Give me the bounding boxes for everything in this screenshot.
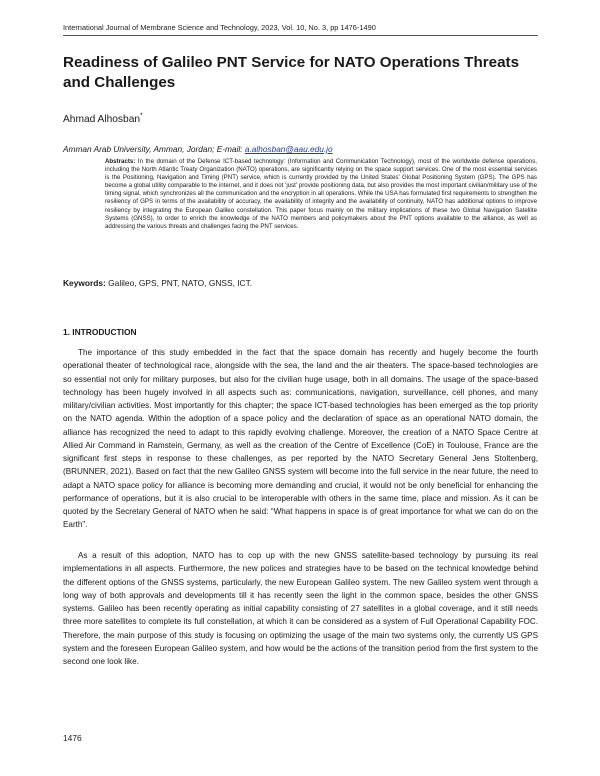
corresponding-author-mark: *	[140, 112, 143, 120]
body-paragraph: The importance of this study embedded in the fact that the space domain has recently and hugely become the fourth operational theater of technological race, alongside with the sea, the land and the air theaters. The space-based technologies are so essential not only for military purposes, but also for the civilian huge usage, both in all domains. The usage of the space-based technology has been hugely involved in all aspects such as: communications, navigation, surveillance, cell phones, and many military/civilian activities. Most importantly for this chapter; the space ICT-based technologies has been emerged as the top priority on the NATO agenda. Within the adoption of a space policy and the declaration of space as an operational NATO domain, the alliance has recognized the need to adapt to this rapidly evolving challenge. Moreover, the creation of a NATO Space Centre at Allied Air Command in Ramstein, Germany, as well as the creation of the Centre of Excellence (CoE) in Toulouse, France are the significant first steps in response to these challenges, as per reported by the NATO Secretary General Jens Stoltenberg, (BRUNNER, 2021). Based on fact that the new Galileo GNSS system will become into the full service in the near future, the need to adapt a NATO space policy for alliance is becoming more demanding and crucial, it would not be only beneficial for enhancing the performance of operations, but it is also crucial to be interoperable with others in the same time, place and mission. As it can be quoted by the Secretary General of NATO when he said: “What happens in space is of great importance for what we can do on the Earth”.	[63, 348, 538, 530]
author-affiliation	[63, 144, 333, 155]
page-number: 1476	[63, 733, 82, 743]
header-divider	[63, 35, 538, 36]
author-line	[63, 113, 143, 126]
author-name: Ahmad Alhosban	[63, 114, 141, 125]
keywords-label: Keywords:	[63, 278, 106, 288]
affiliation-text: Amman Arab University, Amman, Jordan; E-mail:	[63, 144, 245, 154]
keywords-text: Galileo, GPS, PNT, NATO, GNSS, ICT.	[108, 278, 253, 288]
article-title: Readiness of Galileo PNT Service for NATO Operations Threats and Challenges	[63, 54, 520, 91]
abstract-label: Abstracts:	[105, 158, 136, 165]
body-paragraph: As a result of this adoption, NATO has to cop up with the new GNSS satellite-based technology by pursuing its real implementations in all aspects. Furthermore, the new polices and strategies have to be based on the technical knowledge behind the different options of the GNSS systems, particularly, the new European Galileo system. The new Galileo system went through a long way of both approvals and developments till it has recently seen the light in the common space, besides the other GNSS systems. Galileo has been recently operating as initial capability consisting of 27 satellites in a global coverage, and it still needs three more satellites to complete its full constellation, at which it can be considered as a system of Full Operational Capability FOC. Therefore, the main purpose of this study is focusing on optimizing the usage of the main two systems only, the currently US GPS system and the foreseen European Galileo system, and how would be the actions of the transition period from the first system to the second one look like.	[63, 551, 538, 666]
journal-citation-header: International Journal of Membrane Science and Technology, 2023, Vol. 10, No. 3, pp 1476-1490	[63, 23, 376, 32]
keywords-line	[63, 278, 252, 289]
abstract-block	[105, 158, 537, 231]
author-email-link[interactable]: a.alhosban@aau.edu.jo	[244, 144, 333, 154]
section-heading-introduction: 1. INTRODUCTION	[63, 327, 137, 337]
abstract-text: In the domain of the Defense ICT-based technology: (Information and Communication Technology), most of the worldwide defense operations, including the North Atlantic Treaty Organization (NATO) operations, are significantly relying on the space support services. One of the most essential services is the Positioning, Navigation and Timing (PNT) service, which is currently provided by the United States' Global Positioning System (GPS). The GPS has become a global utility comparable to the internet, and it does not 'just' provide positioning data, but also provides the most important civilian/military use of the timing signal, which synchronizes all the communication and the encryption in all operations. While the USA has formulated first requirements to strengthen the resiliency of GPS in terms of the availability of accuracy, the availability of integrity and the availability of continuity, NATO has additional options to improve resiliency by integrating the European Galileo constellation. This paper focus mainly on the military implications of these two Global Navigation Satellite Systems (GNSS), to order to enrich the knowledge of the NATO members and policymakers about the PNT options available to the alliance, as well as addressing the various threats and challenges facing the PNT services.	[105, 158, 537, 230]
